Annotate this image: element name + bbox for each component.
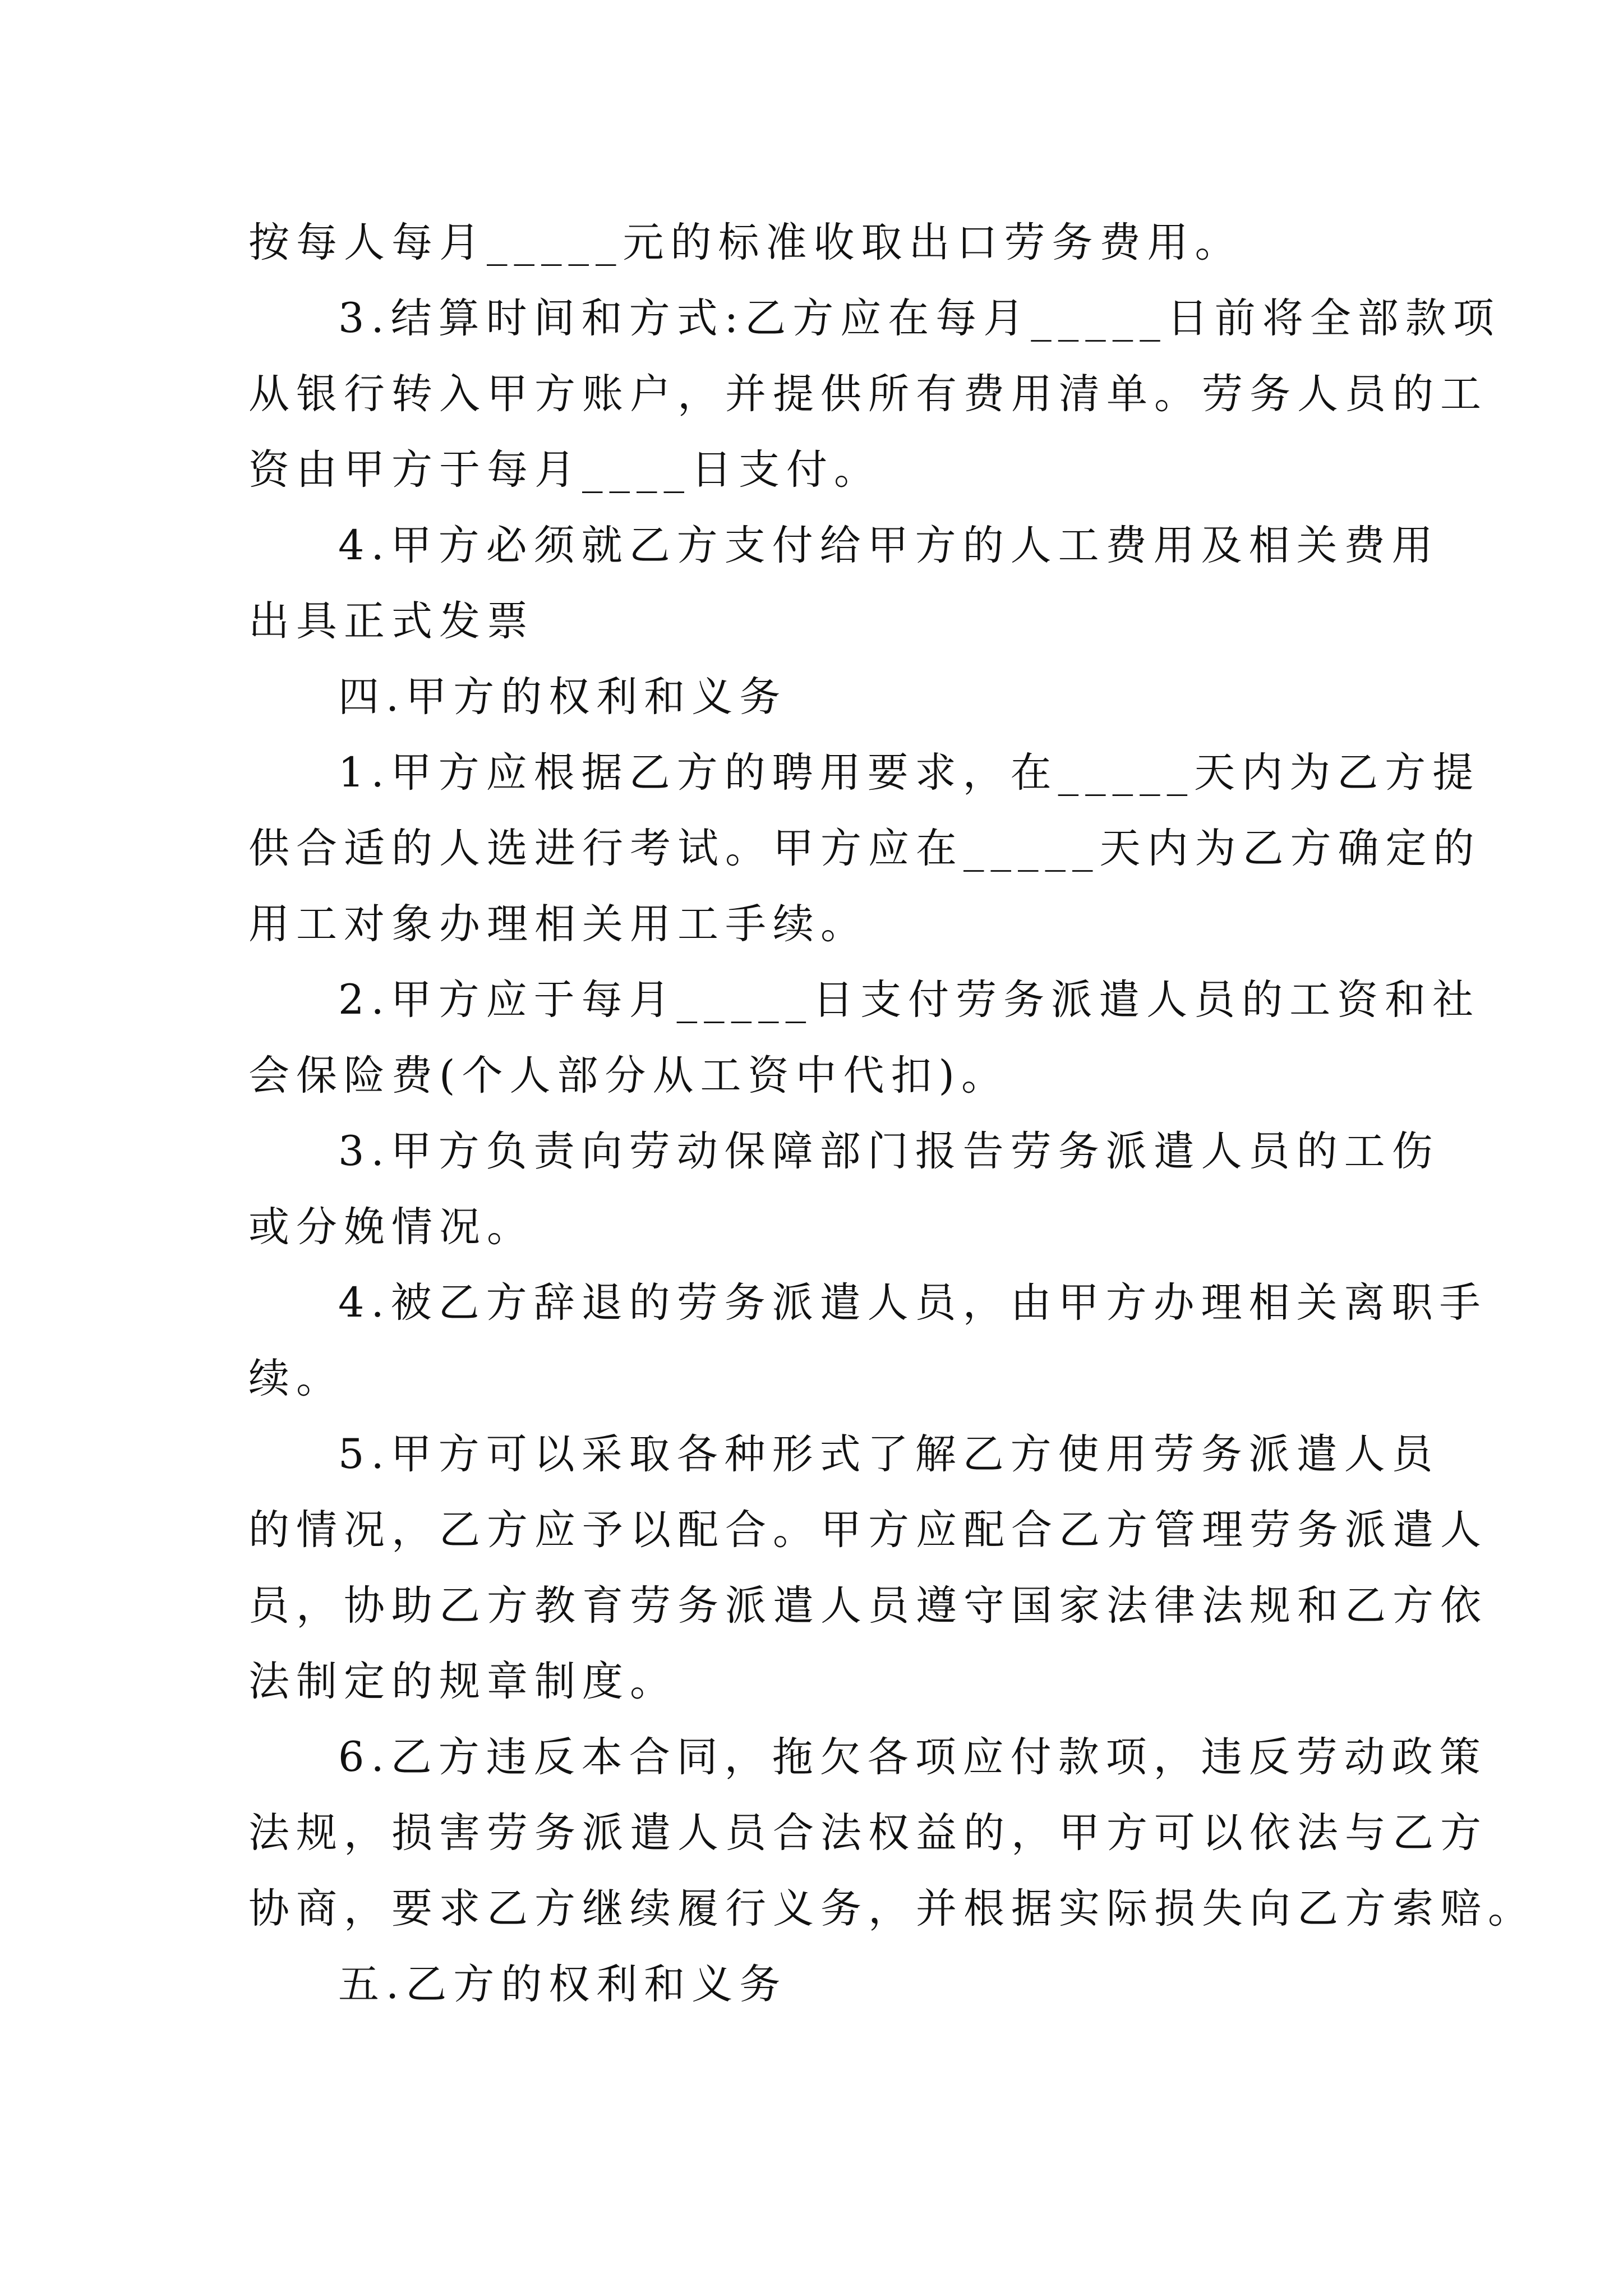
text-line: 从银行转入甲方账户，并提供所有费用清单。劳务人员的工 — [248, 370, 1488, 418]
text-line: 用工对象办理相关用工手续。 — [248, 900, 868, 948]
text-line: 或分娩情况。 — [248, 1203, 534, 1251]
text-line: 法规，损害劳务派遣人员合法权益的，甲方可以依法与乙方 — [248, 1809, 1488, 1857]
text-line: 出具正式发票 — [248, 597, 534, 645]
text-line: 员，协助乙方教育劳务派遣人员遵守国家法律法规和乙方依 — [248, 1582, 1488, 1630]
text-line: 供合适的人选进行考试。甲方应在_____天内为乙方确定的 — [248, 825, 1481, 872]
text-line: 会保险费(个人部分从工资中代扣)。 — [248, 1052, 1009, 1099]
text-line: 按每人每月_____元的标准收取出口劳务费用。 — [248, 219, 1243, 266]
text-line: 2.甲方应于每月_____日支付劳务派遣人员的工资和社 — [338, 976, 1481, 1024]
text-line: 3.结算时间和方式:乙方应在每月_____日前将全部款项 — [338, 295, 1501, 342]
text-line: 4.被乙方辞退的劳务派遣人员，由甲方办理相关离职手 — [338, 1279, 1487, 1327]
text-line: 3.甲方负责向劳动保障部门报告劳务派遣人员的工伤 — [338, 1128, 1440, 1175]
text-line: 1.甲方应根据乙方的聘用要求，在_____天内为乙方提 — [338, 749, 1481, 797]
text-line: 续。 — [248, 1355, 344, 1402]
text-line: 6.乙方违反本合同，拖欠各项应付款项，违反劳动政策 — [338, 1733, 1487, 1781]
text-line: 资由甲方于每月____日支付。 — [248, 446, 882, 494]
text-line: 4.甲方必须就乙方支付给甲方的人工费用及相关费用 — [338, 522, 1440, 569]
text-line: 法制定的规章制度。 — [248, 1658, 677, 1705]
text-line: 协商，要求乙方继续履行义务，并根据实际损失向乙方索赔。 — [248, 1885, 1536, 1932]
text-line: 的情况，乙方应予以配合。甲方应配合乙方管理劳务派遣人 — [248, 1506, 1488, 1554]
section-heading: 五.乙方的权利和义务 — [338, 1961, 787, 2008]
section-heading: 四.甲方的权利和义务 — [338, 673, 787, 721]
text-line: 5.甲方可以采取各种形式了解乙方使用劳务派遣人员 — [338, 1430, 1440, 1478]
